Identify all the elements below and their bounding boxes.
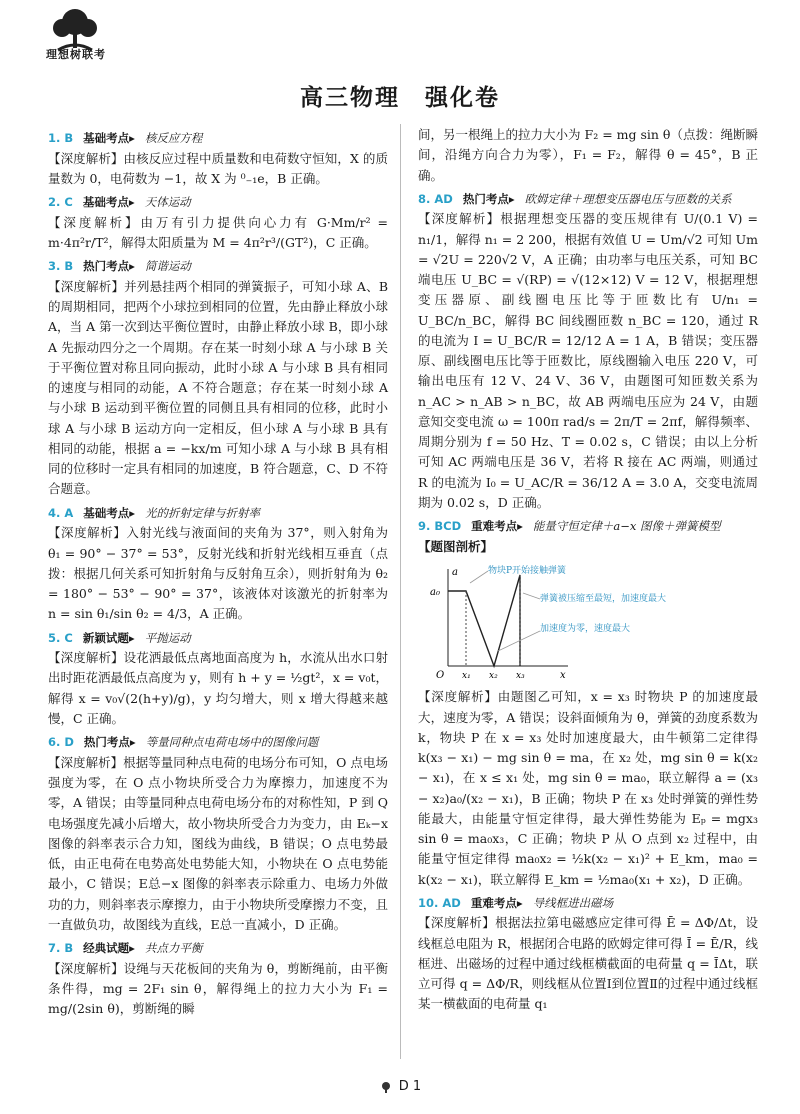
answer-body: 间，另一根绳上的拉力大小为 F₂ = mg sin θ（点拨：绳断瞬间，沿绳方向合力为零），F₁ = F₂，解得 θ = 45°，B 正确。 xyxy=(418,127,758,183)
answer-number: 5. C xyxy=(48,630,73,645)
footer-logo-icon xyxy=(379,1081,393,1093)
right-column xyxy=(418,125,758,1015)
axis-x-label: x xyxy=(560,670,566,679)
answer-body: 【深度解析】并列悬挂两个相同的弹簧振子，可知小球 A、B 的周期相同，把两个小球拉到相同的位置，先由静止释放小球 A，当 A 第一次到达平衡位置时，由静止释放小球 B，即小球 A 先振动四分之一个周期。存在某一时刻小球 A 与小球 B 关于平衡位置对称且同向振动，此时小球 A 与小球 B 具有相同的速度与相同的动能，A 不符合题意；存在某一时刻小球 A 与小球 B 运动到平衡位置的同侧且具有相同的位移，此时小球 A 与小球 B 运动方向一定相反，但小球 A 与小球 B 具有相同的动能，根据 a = −kx/m 可知小球 A 与小球 B 具有相同的位移时一定具有相同的加速度，B 符合题意，C、D 不符合题意。 xyxy=(48,278,388,497)
answer-topic: 共点力平衡 xyxy=(144,941,203,955)
answer-category: 重难考点▸ xyxy=(470,895,523,910)
answer-topic: 导线框进出磁场 xyxy=(532,895,614,910)
answer-number: 8. AD xyxy=(418,191,453,206)
answer-topic: 光的折射定律与折射率 xyxy=(145,505,261,520)
answer-category: 基础考点▸ xyxy=(83,131,135,145)
answer-6 xyxy=(48,733,388,935)
answer-topic: 欧姆定律＋理想变压器电压与匝数的关系 xyxy=(524,191,732,206)
answer-8 xyxy=(418,190,758,513)
page-title: 高三物理 强化卷 xyxy=(300,85,500,111)
answer-4 xyxy=(48,504,388,625)
a-x-graph xyxy=(428,561,678,679)
answer-7 xyxy=(48,939,388,1019)
answer-7-continued xyxy=(418,125,758,186)
answer-category: 热门考点▸ xyxy=(83,259,135,274)
answer-number: 1. B xyxy=(48,131,74,145)
page-number: D 1 xyxy=(398,1079,422,1094)
answer-body: 【深度解析】根据理想变压器的变压规律有 U/(0.1 V) = n₁/1，解得 n₁ = 2 200，根据有效值 U = Um/√2 可知 Um = √2U = 220√2 V，A 正确；由功率与电压关系，可知 BC 端电压 U_BC = √(RP) = √(12×12) V = 12 V，根据理想变压器原、副线圈电压比等于匝数比有 U/n₁ = U_BC/n_BC，解得 BC 间线圈匝数 n_BC = 120，通过 R 的电流为 I = U_BC/R = 12/12 A = 1 A，B 错误；变压器原、副线圈电压比等于匝数比，原线圈输入电压 220 V，可输出电压有 12 V、24 V、36 V，由题图可知匝数关系为 n_AC > n_AB > n_BC，故 AB 两端电压应为 24 V，由题意知交变电流 ω = 100π rad/s = 2π/T = 2πf，解得频率、周期分别为 f = 50 Hz、T = 0.02 s，C 错误；由以上分析可知 AC 两端电压是 36 V，若将 R 接在 AC 两端，则通过 R 的电流为 I₀ = U_AC/R = 36/12 A = 3.0 A，交变电流周期为 0.02 s，D 正确。 xyxy=(418,211,758,510)
answer-category: 热门考点▸ xyxy=(83,735,136,750)
logo-text: 理想树联考 xyxy=(46,48,106,61)
answer-body: 【深度解析】入射光线与液面间的夹角为 37°，则入射角为 θ₁ = 90° − 37° = 53°，反射光线和折射光线相互垂直（点拨：根据几何关系可知折射角与反射角互余），则折射角为 θ₂ = 180° − 53° − 90° = 37°，该液体对该激光的折射率为 n = sin θ₁/sin θ₂ = 4/3，A 正确。 xyxy=(48,525,388,622)
answer-9 xyxy=(418,517,758,890)
answer-body: 【深度解析】根据等量同种点电荷的电场分布可知，O 点电场强度为零，在 O 点小物块所受合力为摩擦力，加速度不为零，A 错误；由等量同种点电荷电场分布的对称性知，P 到 Q 电场强度先减小后增大，故小物块所受合力为变力，由 Eₖ−x 图像的斜率表示合力知，图线为曲线，B 错误；O 点电势最低，由正电荷在电势高处电势能大知，小物块在 O 点电势能最小，C 错误；E总−x 图像的斜率表示除重力、电场力外做功的力，则斜率表示摩擦力，由于小物块所受摩擦力不变，且一直做负功，故图线为直线，E总一直减小，D 正确。 xyxy=(48,754,388,932)
note-contact: 物块P开始接触弹簧 xyxy=(488,566,567,576)
answer-category: 新颖试题▸ xyxy=(82,630,135,645)
answer-2 xyxy=(48,193,388,253)
axis-y-label: a xyxy=(452,567,458,578)
answer-category: 基础考点▸ xyxy=(82,195,135,210)
answer-10 xyxy=(418,894,758,1015)
note-max-compression: 弹簧被压缩至最短，加速度最大 xyxy=(540,594,667,604)
answer-5 xyxy=(48,629,388,730)
answer-number: 7. B xyxy=(48,941,74,955)
answer-number: 2. C xyxy=(48,195,73,210)
answer-body: 【深度解析】由题图乙可知，x = x₃ 时物块 P 的加速度最大，速度为零，A 错误；设斜面倾角为 θ，弹簧的劲度系数为 k，物块 P 在 x = x₃ 处时加速度最大，由牛顿第二定律得 k(x₃ − x₁) − mg sin θ = ma，在 x₂ 处，mg sin θ = k(x₂ − x₁)，在 x ≤ x₁ 处，mg sin θ = ma₀，联立解得 a = (x₃ − x₂)a₀/(x₂ − x₁)，B 正确；物块 P 在 x₃ 处时弹簧的弹性势能最大，由能量守恒定律得，最大弹性势能为 Eₚ = mgx₃ sin θ = ma₀x₃，C 正确；物块 P 从 O 点到 x₂ 过程中，由能量守恒定律得 ma₀x₂ = ½k(x₂ − x₁)² + E_km，ma₀ = k(x₂ − x₁)，联立解得 E_km = ½ma₀(x₁ + x₂)，D 正确。 xyxy=(418,689,758,887)
answer-category: 重难考点▸ xyxy=(471,519,523,534)
answer-topic: 核反应方程 xyxy=(144,131,203,145)
answer-number: 6. D xyxy=(48,735,74,750)
answer-body: 【深度解析】设花洒最低点离地面高度为 h，水流从出水口射出时距花洒最低点高度为 y，则有 h + y = ½gt²，x = v₀t，解得 x = v₀√(2(h+y)/g)，y 均匀增大，则 x 增大得越来越慢，C 正确。 xyxy=(48,650,388,726)
answer-topic: 能量守恒定律＋a−x 图像＋弹簧模型 xyxy=(532,519,721,534)
answer-3 xyxy=(48,257,388,499)
answer-1 xyxy=(48,129,388,189)
a0-label: a₀ xyxy=(430,587,440,598)
figure-analysis-label: 【题图剖析】 xyxy=(418,538,494,554)
answer-category: 热门考点▸ xyxy=(462,191,515,206)
tick-x2: x₂ xyxy=(489,671,498,679)
answer-number: 10. AD xyxy=(418,895,461,910)
answer-number: 3. B xyxy=(48,259,74,274)
a-x-curve xyxy=(448,575,520,666)
answer-body: 【深度解析】设绳与天花板间的夹角为 θ，剪断绳前，由平衡条件得，mg = 2F₁ sin θ，解得绳上的拉力大小为 F₁ = mg/(2sin θ)，剪断绳的瞬 xyxy=(48,960,388,1017)
answer-topic: 简谐运动 xyxy=(144,259,191,274)
left-column xyxy=(48,125,388,1019)
note-max-speed: 加速度为零，速度最大 xyxy=(540,624,631,634)
tick-x1: x₁ xyxy=(462,671,471,679)
column-divider xyxy=(400,124,401,1059)
tick-x3: x₃ xyxy=(516,671,525,679)
page-footer xyxy=(0,1076,800,1097)
answer-body: 【深度解析】由核反应过程中质量数和电荷数守恒知，X 的质量数为 0，电荷数为 −1，故 X 为 ⁰₋₁e，B 正确。 xyxy=(48,150,388,186)
answer-category: 基础考点▸ xyxy=(83,505,136,520)
origin-label: O xyxy=(436,670,445,679)
answer-topic: 天体运动 xyxy=(144,195,191,210)
answer-number: 4. A xyxy=(48,505,74,520)
answer-body: 【深度解析】根据法拉第电磁感应定律可得 Ē = ΔΦ/Δt，设线框总电阻为 R，根据闭合电路的欧姆定律可得 Ī = Ē/R，线框进、出磁场的过程中通过线框横截面的电荷量 q = ĪΔt，联立可得 q = ΔΦ/R，则线框从位置Ⅰ到位置Ⅱ的过程中通过线框某一横截面的电荷量 q₁ xyxy=(418,915,758,1012)
answer-body: 【深度解析】由万有引力提供向心力有 G·Mm/r² = m·4π²r/T²，解得太阳质量为 M = 4π²r³/(GT²)，C 正确。 xyxy=(48,214,388,250)
answer-topic: 等量同种点电荷电场中的图像问题 xyxy=(145,735,319,750)
answer-number: 9. BCD xyxy=(418,519,462,534)
answer-topic: 平抛运动 xyxy=(144,630,191,645)
answer-category: 经典试题▸ xyxy=(83,941,135,955)
